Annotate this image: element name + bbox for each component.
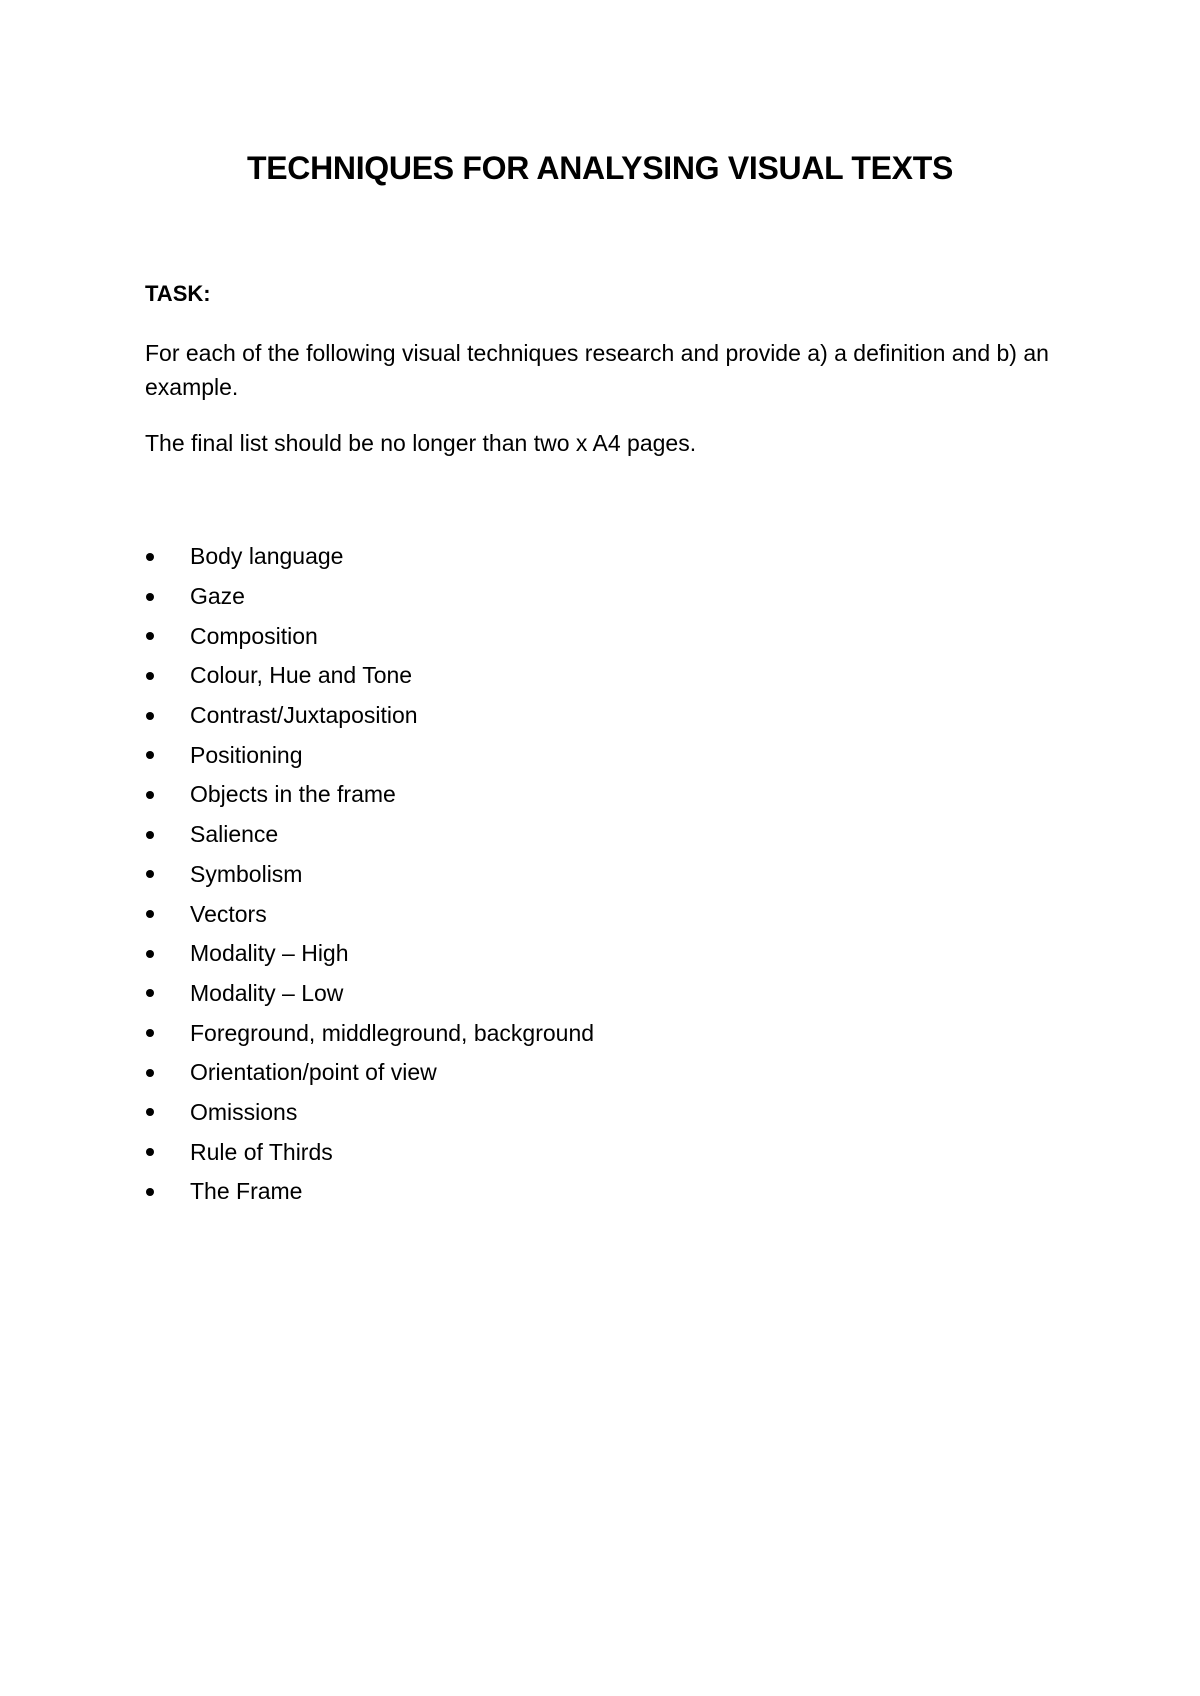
- list-item: [145, 735, 594, 775]
- bullet-icon: [146, 1188, 154, 1196]
- bullet-icon: [146, 950, 154, 958]
- list-item: [145, 1132, 594, 1172]
- instruction-paragraph-1: For each of the following visual techniques research and provide a) a definition and b) an example.: [145, 340, 1049, 400]
- list-item: [145, 616, 594, 656]
- list-item-text: Positioning: [190, 741, 303, 768]
- list-item-text: Modality – Low: [190, 979, 344, 1006]
- bullet-icon: [146, 791, 154, 799]
- list-item-text: Salience: [190, 821, 279, 848]
- list-item-text: Omissions: [190, 1098, 298, 1125]
- list-item: [145, 1093, 594, 1133]
- techniques-list: [145, 537, 594, 1212]
- bullet-icon: [146, 712, 154, 720]
- list-item: [145, 775, 594, 815]
- list-item-text: Composition: [190, 622, 318, 649]
- list-item: [145, 934, 594, 974]
- bullet-icon: [146, 1029, 154, 1037]
- list-item-text: Vectors: [190, 900, 267, 927]
- list-item-text: Gaze: [190, 583, 245, 610]
- bullet-icon: [146, 672, 154, 680]
- list-item: [145, 1053, 594, 1093]
- bullet-icon: [146, 593, 154, 601]
- list-item-text: Foreground, middleground, background: [190, 1019, 595, 1046]
- bullet-icon: [146, 910, 154, 918]
- bullet-icon: [146, 751, 154, 759]
- bullet-icon: [146, 632, 154, 640]
- bullet-icon: [146, 989, 154, 997]
- bullet-icon: [146, 1069, 154, 1077]
- list-item: [145, 974, 594, 1014]
- task-label: TASK:: [145, 281, 211, 306]
- list-item: [145, 577, 594, 617]
- document-title: TECHNIQUES FOR ANALYSING VISUAL TEXTS: [246, 150, 954, 186]
- list-item: [145, 1172, 594, 1212]
- list-item: [145, 537, 594, 577]
- bullet-icon: [146, 1108, 154, 1116]
- list-item-text: Objects in the frame: [190, 781, 396, 808]
- instruction-paragraph-2: The final list should be no longer than two x A4 pages.: [145, 430, 697, 456]
- list-item-text: The Frame: [190, 1178, 303, 1205]
- list-item: [145, 815, 594, 855]
- bullet-icon: [146, 831, 154, 839]
- list-item: [145, 894, 594, 934]
- list-item: [145, 656, 594, 696]
- list-item-text: Contrast/Juxtaposition: [190, 702, 418, 729]
- list-item-text: Modality – High: [190, 940, 349, 967]
- list-item-text: Colour, Hue and Tone: [190, 662, 413, 689]
- list-item-text: Symbolism: [190, 860, 303, 887]
- list-item-text: Body language: [190, 543, 344, 570]
- bullet-icon: [146, 870, 154, 878]
- list-item: [145, 1013, 594, 1053]
- list-item-text: Rule of Thirds: [190, 1138, 333, 1165]
- list-item: [145, 696, 594, 736]
- bullet-icon: [146, 553, 154, 561]
- list-item: [145, 855, 594, 895]
- list-item-text: Orientation/point of view: [190, 1059, 437, 1086]
- bullet-icon: [146, 1148, 154, 1156]
